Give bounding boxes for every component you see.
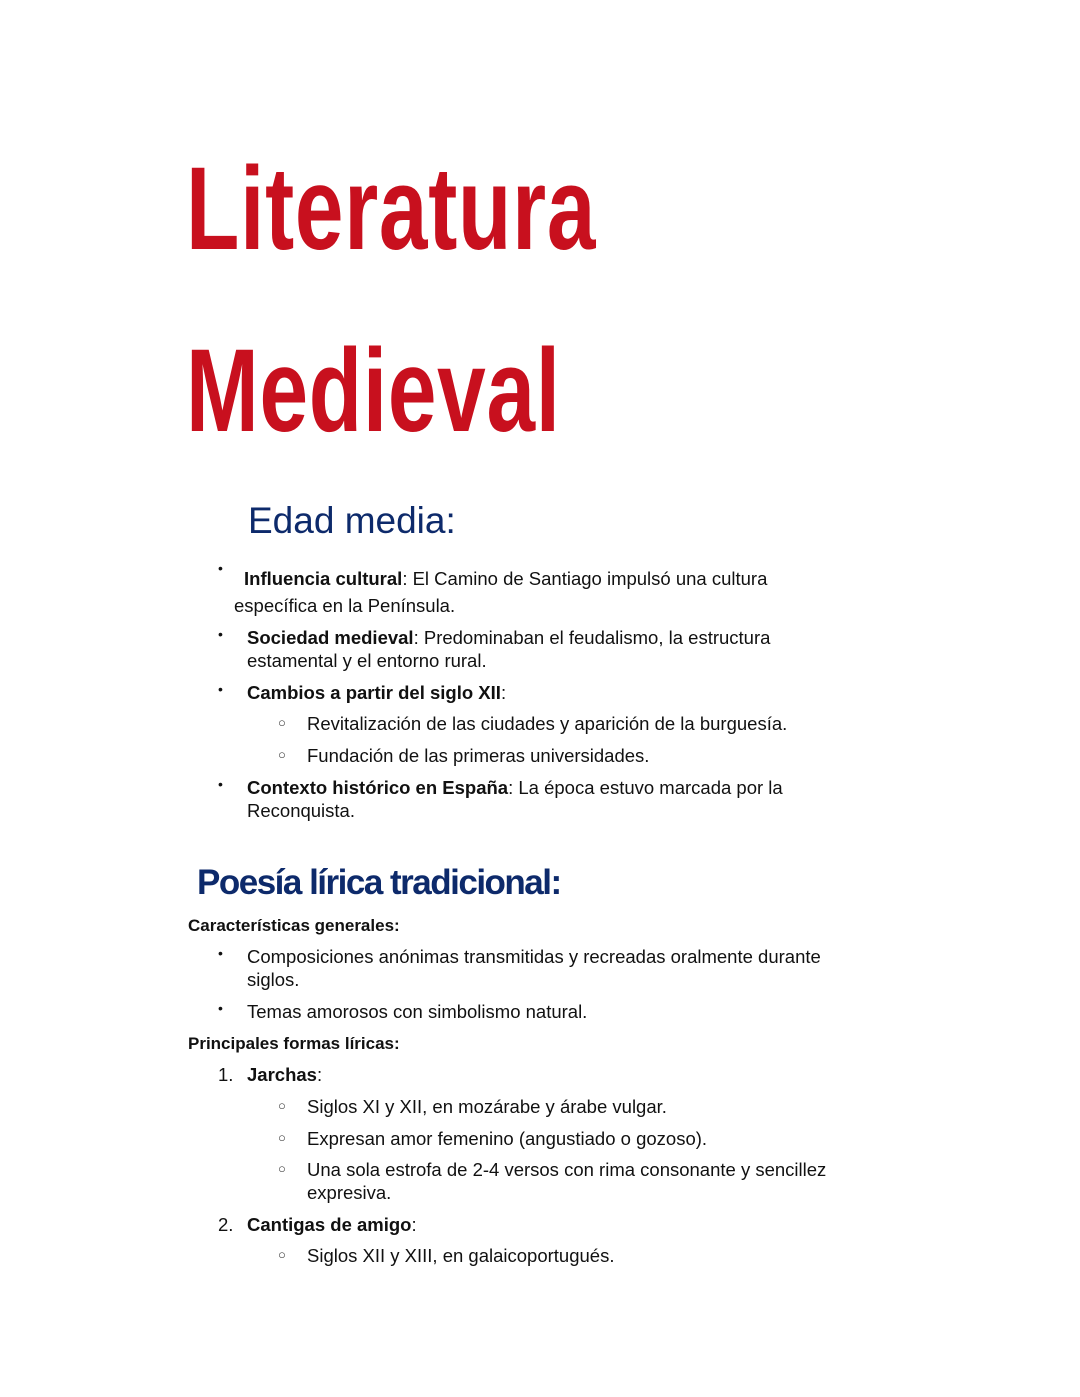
sub-list-item: Revitalización de las ciudades y aparición de la burguesía. [307,713,788,734]
subheading-formas: Principales formas líricas: [188,1034,400,1053]
title-line-1: Literatura [186,143,597,275]
list-item: Sociedad medieval: Predominaban el feudalismo, la estructura [247,627,771,648]
circle-bullet-icon: ○ [278,1130,286,1145]
bullet-icon: • [218,626,223,642]
list-item: Cantigas de amigo: [247,1214,417,1235]
circle-bullet-icon: ○ [278,715,286,730]
bullet-icon: • [218,1000,223,1016]
sub-list-item: Siglos XI y XII, en mozárabe y árabe vulgar. [307,1096,667,1117]
circle-bullet-icon: ○ [278,1161,286,1176]
sub-list-item: Expresan amor femenino (angustiado o gozoso). [307,1128,708,1149]
sub-list-item: Fundación de las primeras universidades. [307,745,650,766]
bullet-icon: • [218,776,223,792]
circle-bullet-icon: ○ [278,1247,286,1262]
section-heading-poesia: Poesía lírica tradicional: [197,863,561,902]
list-item: Contexto histórico en España: La época estuvo marcada por la [247,777,783,798]
subheading-caracteristicas: Características generales: [188,916,400,935]
sub-list-item: Una sola estrofa de 2-4 versos con rima consonante y sencillez [307,1159,827,1180]
sub-list-item-cont: expresiva. [307,1182,392,1203]
list-item: Influencia cultural: El Camino de Santiago impulsó una cultura [244,568,768,589]
list-item-cont: estamental y el entorno rural. [247,650,487,671]
list-item-cont: específica en la Península. [234,595,456,616]
list-item: Jarchas: [247,1064,323,1085]
list-number: 1. [218,1064,234,1085]
bullet-icon: • [218,945,223,961]
circle-bullet-icon: ○ [278,1098,286,1113]
list-item-cont: siglos. [247,969,300,990]
bullet-icon: • [218,560,223,576]
section-heading-edad-media: Edad media: [248,500,456,541]
sub-list-item: Siglos XII y XIII, en galaicoportugués. [307,1245,615,1266]
list-item: Cambios a partir del siglo XII: [247,682,507,703]
list-number: 2. [218,1214,234,1235]
bullet-icon: • [218,681,223,697]
title-line-2: Medieval [186,325,561,457]
list-item-cont: Reconquista. [247,800,355,821]
circle-bullet-icon: ○ [278,747,286,762]
list-item: Temas amorosos con simbolismo natural. [247,1001,588,1022]
list-item: Composiciones anónimas transmitidas y recreadas oralmente durante [247,946,821,967]
